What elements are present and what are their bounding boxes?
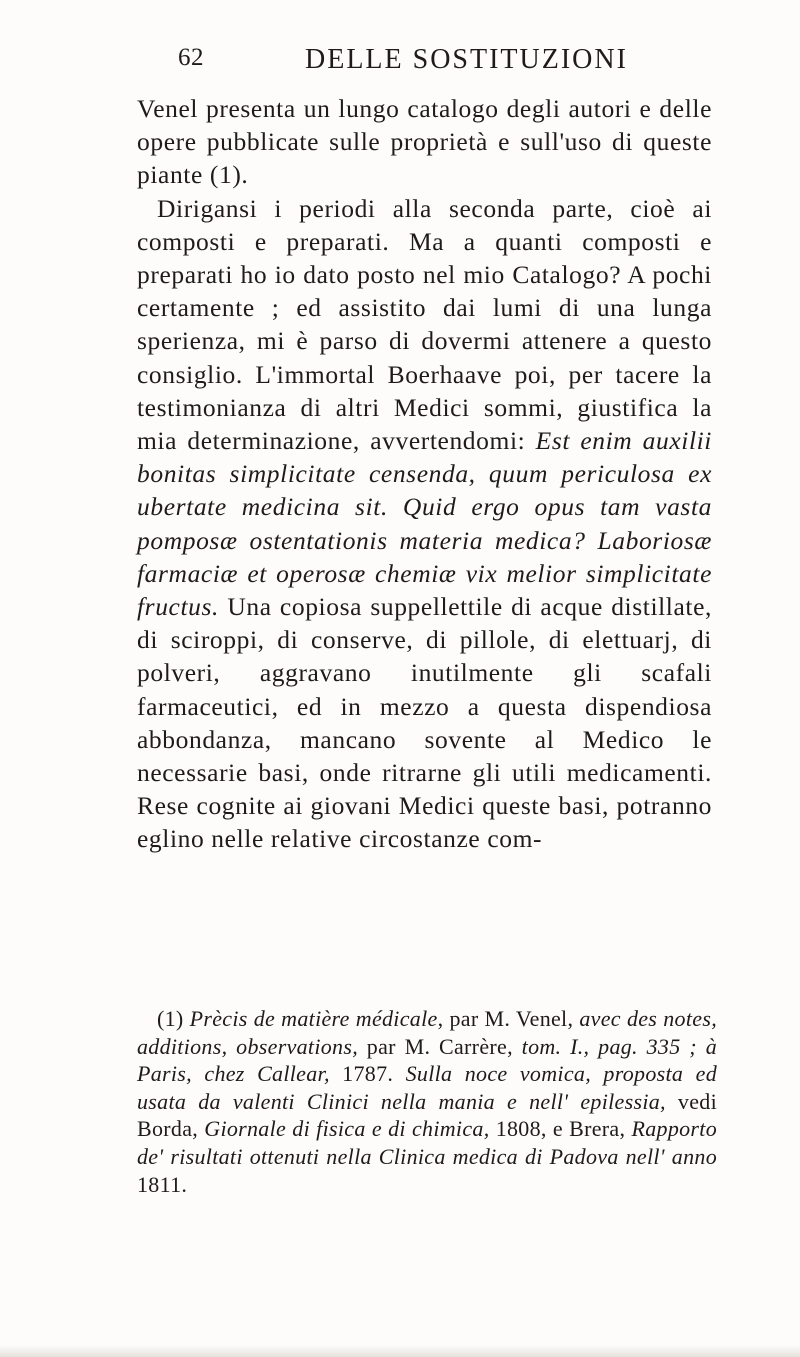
- footnote-title-giornale: Giornale di fisica e di chimica,: [204, 1116, 490, 1142]
- footnote-text-6: 1787.: [329, 1061, 406, 1087]
- footnote-1: [137, 1005, 717, 1198]
- paragraph-2-text-b: Una copiosa suppellettile di acque distillate, di sciroppi, di conserve, di pillole, di elettuarj, di polveri, aggravano inutilmente gli scafali farmaceutici, ed in mezzo a questa dispendiosa abbondanza, mancano sovente al Medico le necessarie basi, onde ritrarne gli utili medicamenti. Rese cognite ai giovani Medici queste basi, potranno eglino nelle relative circostanze com-: [137, 592, 712, 854]
- running-head: DELLE SOSTITUZIONI: [305, 44, 628, 75]
- footnote: [137, 1005, 717, 1198]
- paragraph-2: [137, 192, 712, 856]
- footnote-title-rapporto: Rapporto de' risultati ottenuti nella Clinica medica di Padova nell' anno: [137, 1116, 717, 1169]
- footnote-text-8: vedi Borda,: [137, 1088, 717, 1142]
- footnote-text-3: avec des notes, additions, observations,: [137, 1006, 717, 1059]
- footnote-text-12: 1811.: [137, 1171, 188, 1197]
- latin-quotation: Est enim auxilii bonitas simplicitate censenda, quum periculosa ex ubertate medicina sit. Quid ergo opus tam vasta pomposæ ostentationis materia medica? Laboriosæ farmaciæ et operosæ chemiæ vix melior simplicitate fructus.: [137, 426, 712, 622]
- page-bottom-edge: [0, 1345, 800, 1357]
- footnote-text-10: 1808, e Brera,: [489, 1116, 632, 1142]
- paragraph-2-text-a: Dirigansi i periodi alla seconda parte, cioè ai composti e preparati. Ma a quanti composti e preparati ho io dato posto nel mio Catalogo? A pochi certamente ; ed assistito dai lumi di una lunga sperienza, mi è parso di dovermi attenere a questo consiglio. L'immortal Boerhaave poi, per tacere la testimonianza di altri Medici sommi, giustifica la mia determinazione, avvertendomi:: [137, 193, 712, 456]
- footnote-text-2: , par M. Venel,: [437, 1006, 580, 1031]
- footnote-text-7: Sulla noce vomica, proposta ed usata da valenti Clinici nella mania e nell' epilessia,: [137, 1061, 717, 1114]
- page-header: [0, 44, 800, 84]
- footnote-mark: (1): [157, 1006, 190, 1031]
- main-text: [137, 92, 712, 856]
- paragraph-1-text: Venel presenta un lungo catalogo degli autori e delle opere pubblicate sulle proprietà e sull'uso di queste piante (1).: [137, 94, 712, 190]
- footnote-text-5: tom. I., pag. 335 ; à Paris, chez Callear,: [137, 1033, 718, 1087]
- footnote-text-4: par M. Carrère,: [358, 1033, 522, 1059]
- paragraph-1: [137, 92, 712, 192]
- footnote-title-precis: Prècis de matière médicale: [189, 1006, 438, 1031]
- page-number: 62: [178, 44, 204, 71]
